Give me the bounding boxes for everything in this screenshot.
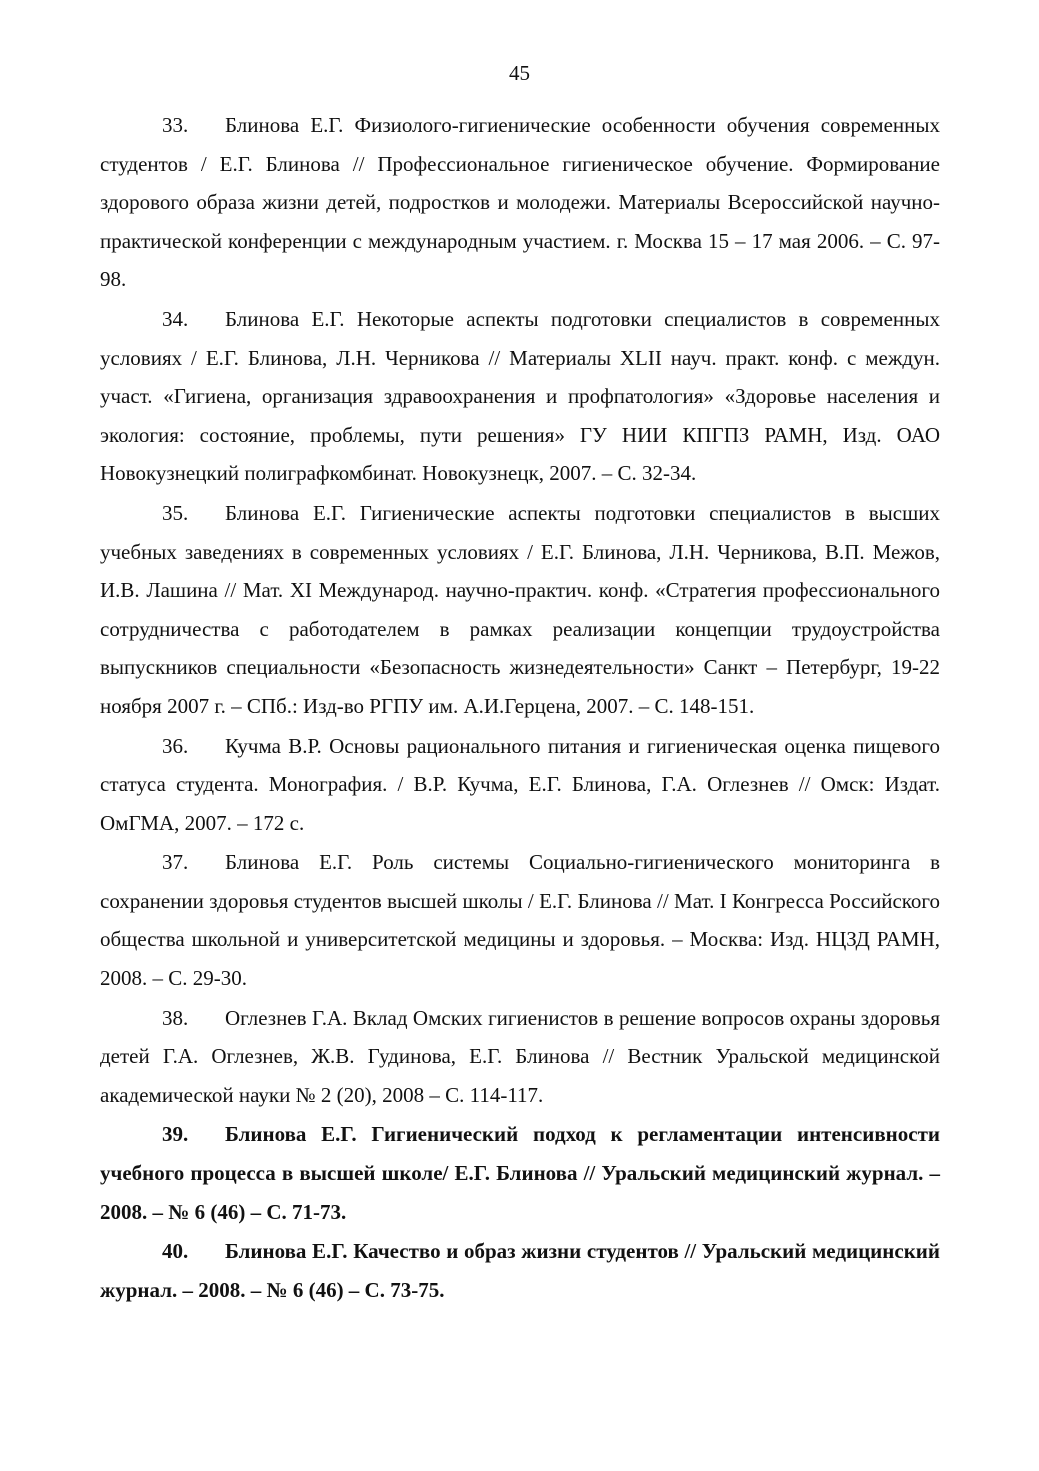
reference-text: Блинова Е.Г. Качество и образ жизни студентов // Уральский медицинский журнал. – 2008. – № 6 (46) – С. 73-75. bbox=[100, 1239, 940, 1302]
reference-text: Блинова Е.Г. Физиолого-гигиенические особенности обучения современных студентов / Е.Г. Блинова // Профессиональное гигиеническое обучение. Формирование здорового образа жизни детей, подростков и молодежи. Материалы Всероссийской научно-практической конференции с международным участием. г. Москва 15 – 17 мая 2006. – С. 97-98. bbox=[100, 113, 940, 292]
reference-item bbox=[100, 999, 940, 1115]
reference-text: Оглезнев Г.А. Вклад Омских гигиенистов в решение вопросов охраны здоровья детей Г.А. Оглезнев, Ж.В. Гудинова, Е.Г. Блинова // Вестник Уральской медицинской академической науки № 2 (20), 2008 – С. 114-117. bbox=[100, 1005, 940, 1107]
reference-number: 33. bbox=[162, 113, 189, 137]
reference-list bbox=[100, 106, 940, 1310]
reference-text: Блинова Е.Г. Гигиенические аспекты подготовки специалистов в высших учебных заведениях в современных условиях / Е.Г. Блинова, Л.Н. Черникова, В.П. Межов, И.В. Лашина // Мат. XI Международ. научно-практич. конф. «Стратегия профессионального сотрудничества с работодателем в рамках реализации концепции трудоустройства выпускников специальности «Безопасность жизнедеятельности» Санкт – Петербург, 19-22 ноября 2007 г. – СПб.: Изд-во РГПУ им. А.И.Герцена, 2007. – С. 148-151. bbox=[100, 500, 940, 718]
reference-number: 39. bbox=[162, 1122, 189, 1147]
reference-item bbox=[100, 1115, 940, 1231]
reference-number: 40. bbox=[162, 1239, 189, 1264]
reference-text: Блинова Е.Г. Роль системы Социально-гигиенического мониторинга в сохранении здоровья студентов высшей школы / Е.Г. Блинова // Мат. I Конгресса Российского общества школьной и университетской медицины и здоровья. – Москва: Изд. НЦЗД РАМН, 2008. – С. 29-30. bbox=[100, 850, 940, 991]
reference-item bbox=[100, 727, 940, 843]
reference-number: 37. bbox=[162, 850, 189, 875]
reference-number: 38. bbox=[162, 1005, 189, 1030]
reference-item bbox=[100, 106, 940, 299]
reference-number: 35. bbox=[162, 500, 189, 525]
reference-item bbox=[100, 843, 940, 997]
reference-item bbox=[100, 494, 940, 726]
reference-text: Кучма В.Р. Основы рационального питания и гигиеническая оценка пищевого статуса студента. Монография. / В.Р. Кучма, Е.Г. Блинова, Г.А. Оглезнев // Омск: Издат. ОмГМА, 2007. – 172 с. bbox=[100, 733, 940, 835]
reference-text: Блинова Е.Г. Гигиенический подход к регламентации интенсивности учебного процесса в высшей школе/ Е.Г. Блинова // Уральский медицинский журнал. – 2008. – № 6 (46) – С. 71-73. bbox=[100, 1122, 940, 1224]
reference-item bbox=[100, 1232, 940, 1309]
page-number: 45 bbox=[509, 61, 530, 85]
reference-number: 36. bbox=[162, 733, 189, 758]
reference-number: 34. bbox=[162, 306, 189, 331]
reference-item bbox=[100, 300, 940, 493]
reference-text: Блинова Е.Г. Некоторые аспекты подготовки специалистов в современных условиях / Е.Г. Блинова, Л.Н. Черникова // Материалы XLII науч. практ. конф. с междун. участ. «Гигиена, организация здравоохранения и профпатология» «Здоровье населения и экология: состояние, проблемы, пути решения» ГУ НИИ КПГПЗ РАМН, Изд. ОАО Новокузнецкий полиграфкомбинат. Новокузнецк, 2007. – С. 32-34. bbox=[100, 306, 940, 486]
